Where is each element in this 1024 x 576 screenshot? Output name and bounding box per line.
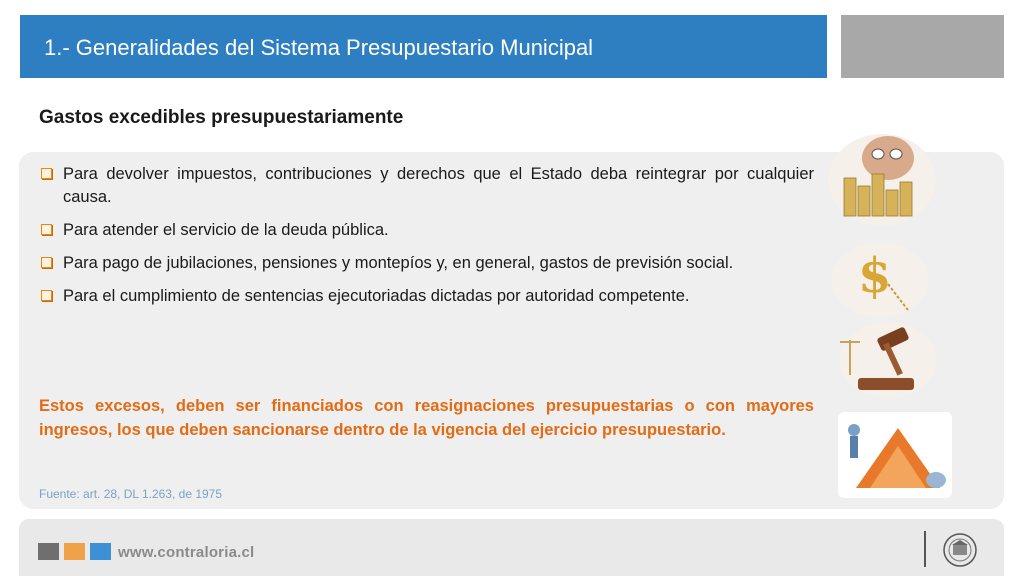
footer-divider xyxy=(924,531,926,567)
page-title: 1.- Generalidades del Sistema Presupuestario Municipal xyxy=(44,35,594,60)
bullet-text: Para devolver impuestos, contribuciones y derechos que el Estado deba reintegrar por cualquier causa. xyxy=(63,165,814,206)
bullet-text: Para pago de jubilaciones, pensiones y montepíos y, en general, gastos de previsión social. xyxy=(63,254,734,272)
dollar-sign-icon xyxy=(830,240,930,320)
checkbox-bullet-icon xyxy=(41,168,52,179)
footer-square-orange xyxy=(64,543,85,560)
source-citation: Fuente: art. 28, DL 1.263, de 1975 xyxy=(39,487,223,501)
footer-square-blue xyxy=(90,543,111,560)
bullet-text: Para el cumplimiento de sentencias ejecutoriadas dictadas por autoridad competente. xyxy=(63,287,690,305)
checkbox-bullet-icon xyxy=(41,257,52,268)
checkbox-bullet-icon xyxy=(41,224,52,235)
section-subtitle: Gastos excedibles presupuestariamente xyxy=(39,107,404,128)
coins-stack-icon xyxy=(826,130,938,225)
contraloria-seal-icon xyxy=(936,532,984,568)
bullet-item xyxy=(39,219,814,242)
bullet-item xyxy=(39,252,814,275)
growth-graph-icon xyxy=(836,410,954,500)
svg-text:$: $ xyxy=(858,248,892,304)
bullet-text: Para atender el servicio de la deuda pública. xyxy=(63,221,389,239)
bullet-list xyxy=(39,163,814,318)
title-bar xyxy=(20,15,827,78)
header-grey-block xyxy=(841,15,1004,78)
bullet-item xyxy=(39,285,814,308)
checkbox-bullet-icon xyxy=(41,290,52,301)
bullet-item xyxy=(39,163,814,209)
footer-square-gray xyxy=(38,543,59,560)
footer-website-link[interactable]: www.contraloria.cl xyxy=(118,544,255,561)
financing-note: Estos excesos, deben ser financiados con reasignaciones presupuestarias o con mayores ingresos, los que deben sancionarse dentro de la vigencia del ejercicio presupuestario. xyxy=(39,397,814,439)
gavel-icon xyxy=(838,320,938,400)
